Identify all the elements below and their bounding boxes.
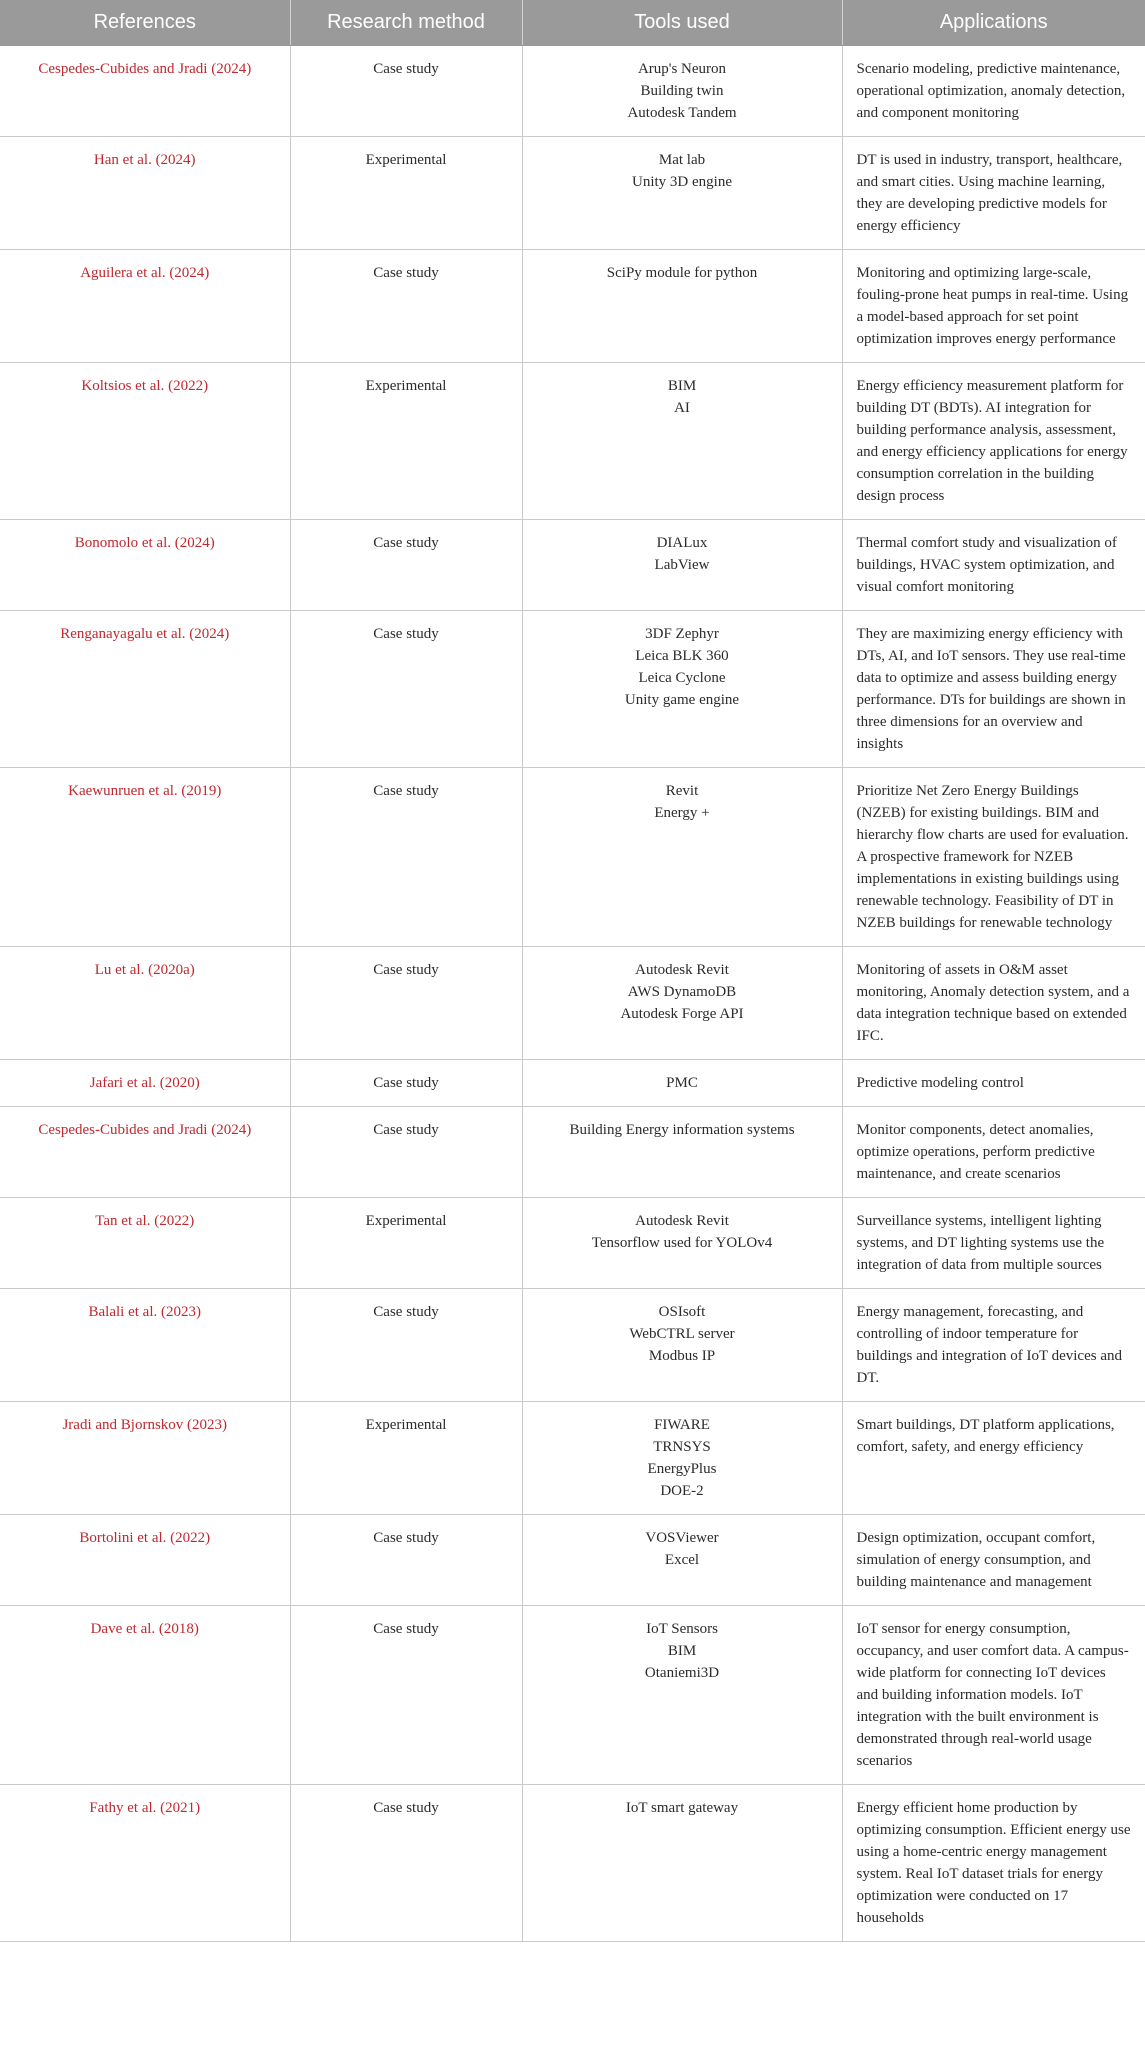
research-method-cell: Case study	[290, 1289, 522, 1402]
applications-cell: Prioritize Net Zero Energy Buildings (NZEB) for existing buildings. BIM and hierarchy flow charts are used for evaluation. A prospective framework for NZEB implementations in existing buildings using renewable technology. Feasibility of DT in NZEB buildings for renewable technology	[842, 768, 1145, 947]
table-row	[0, 363, 1145, 520]
applications-cell: Energy efficiency measurement platform for building DT (BDTs). AI integration for building performance analysis, assessment, and energy efficiency applications for energy consumption correlation in the building design process	[842, 363, 1145, 520]
tool-item: Revit	[665, 783, 699, 799]
tools-cell	[522, 1198, 842, 1289]
applications-cell: Predictive modeling control	[842, 1060, 1145, 1107]
header-row	[0, 0, 1145, 46]
tools-cell	[522, 1060, 842, 1107]
table-row	[0, 1402, 1145, 1515]
reference-link[interactable]: Koltsios et al. (2022)	[0, 363, 290, 520]
tool-item: Leica BLK 360	[635, 648, 729, 664]
table-row	[0, 250, 1145, 363]
tool-item: Energy +	[654, 805, 710, 821]
reference-link[interactable]: Tan et al. (2022)	[0, 1198, 290, 1289]
table-row	[0, 1515, 1145, 1606]
reference-link[interactable]: Fathy et al. (2021)	[0, 1785, 290, 1942]
applications-cell: Smart buildings, DT platform applications, comfort, safety, and energy efficiency	[842, 1402, 1145, 1515]
applications-cell: Monitor components, detect anomalies, optimize operations, perform predictive maintenance, and create scenarios	[842, 1107, 1145, 1198]
tool-item: 3DF Zephyr	[645, 626, 719, 642]
table-row	[0, 137, 1145, 250]
tool-item: IoT smart gateway	[625, 1800, 739, 1816]
table-row	[0, 46, 1145, 137]
applications-cell: IoT sensor for energy consumption, occupancy, and user comfort data. A campus-wide platform for connecting IoT devices and building information models. IoT integration with the built environment is demonstrated through real-world usage scenarios	[842, 1606, 1145, 1785]
tool-item: Building Energy information systems	[569, 1122, 795, 1138]
tool-item: SciPy module for python	[606, 265, 758, 281]
tools-cell	[522, 46, 842, 137]
applications-cell: DT is used in industry, transport, healthcare, and smart cities. Using machine learning, they are developing predictive models for energy efficiency	[842, 137, 1145, 250]
research-method-cell: Case study	[290, 1515, 522, 1606]
reference-link[interactable]: Kaewunruen et al. (2019)	[0, 768, 290, 947]
reference-link[interactable]: Cespedes-Cubides and Jradi (2024)	[0, 1107, 290, 1198]
research-method-cell: Case study	[290, 1785, 522, 1942]
tools-cell	[522, 1515, 842, 1606]
tool-item: VOSViewer	[645, 1530, 719, 1546]
header-research-method: Research method	[290, 0, 522, 46]
table-header	[0, 0, 1145, 46]
reference-link[interactable]: Jradi and Bjornskov (2023)	[0, 1402, 290, 1515]
tool-item: Building twin	[640, 83, 724, 99]
table-row	[0, 1785, 1145, 1942]
reference-link[interactable]: Lu et al. (2020a)	[0, 947, 290, 1060]
research-method-cell: Experimental	[290, 1402, 522, 1515]
applications-cell: Energy efficient home production by optimizing consumption. Efficient energy use using a home-centric energy management system. Real IoT dataset trials for energy optimization were conducted on 17 households	[842, 1785, 1145, 1942]
tool-item: Autodesk Forge API	[620, 1006, 744, 1022]
tools-cell	[522, 137, 842, 250]
table-row	[0, 768, 1145, 947]
table-body	[0, 46, 1145, 1942]
tool-item: Tensorflow used for YOLOv4	[591, 1235, 773, 1251]
research-method-cell: Case study	[290, 46, 522, 137]
tool-item: Modbus IP	[648, 1348, 716, 1364]
reference-link[interactable]: Bortolini et al. (2022)	[0, 1515, 290, 1606]
applications-cell: Scenario modeling, predictive maintenance, operational optimization, anomaly detection, and component monitoring	[842, 46, 1145, 137]
tool-item: Unity game engine	[624, 692, 740, 708]
reference-link[interactable]: Aguilera et al. (2024)	[0, 250, 290, 363]
header-references: References	[0, 0, 290, 46]
header-tools-used: Tools used	[522, 0, 842, 46]
tool-item: Autodesk Revit	[635, 962, 729, 978]
tool-item: LabView	[654, 557, 710, 573]
table-row	[0, 1060, 1145, 1107]
table-row	[0, 1198, 1145, 1289]
research-method-cell: Experimental	[290, 1198, 522, 1289]
tool-item: AWS DynamoDB	[627, 984, 737, 1000]
reference-link[interactable]: Han et al. (2024)	[0, 137, 290, 250]
reference-link[interactable]: Cespedes-Cubides and Jradi (2024)	[0, 46, 290, 137]
tool-item: FIWARE	[654, 1417, 710, 1433]
tool-item: IoT Sensors	[646, 1621, 718, 1637]
tool-item: TRNSYS	[653, 1439, 711, 1455]
table-row	[0, 611, 1145, 768]
tools-cell	[522, 250, 842, 363]
research-method-cell: Case study	[290, 1107, 522, 1198]
tools-cell	[522, 1402, 842, 1515]
tool-item: DIALux	[656, 535, 708, 551]
tool-item: OSIsoft	[658, 1304, 706, 1320]
tools-cell	[522, 1606, 842, 1785]
tool-item: Leica Cyclone	[638, 670, 726, 686]
tool-item: EnergyPlus	[647, 1461, 717, 1477]
applications-cell: Surveillance systems, intelligent lighting systems, and DT lighting systems use the integration of data from multiple sources	[842, 1198, 1145, 1289]
tools-cell	[522, 1785, 842, 1942]
research-method-cell: Experimental	[290, 137, 522, 250]
tool-item: Unity 3D engine	[632, 174, 732, 190]
tools-cell	[522, 363, 842, 520]
reference-link[interactable]: Renganayagalu et al. (2024)	[0, 611, 290, 768]
header-applications: Applications	[842, 0, 1145, 46]
tools-cell	[522, 1107, 842, 1198]
tool-item: PMC	[666, 1075, 698, 1091]
research-method-cell: Case study	[290, 947, 522, 1060]
tool-item: Mat lab	[658, 152, 706, 168]
table-row	[0, 1606, 1145, 1785]
table-row	[0, 520, 1145, 611]
tool-item: AI	[674, 400, 690, 416]
research-method-cell: Case study	[290, 768, 522, 947]
reference-link[interactable]: Bonomolo et al. (2024)	[0, 520, 290, 611]
research-method-cell: Case study	[290, 520, 522, 611]
tool-item: BIM	[667, 1643, 697, 1659]
applications-cell: Monitoring and optimizing large-scale, fouling-prone heat pumps in real-time. Using a model-based approach for set point optimization improves energy performance	[842, 250, 1145, 363]
tool-item: DOE-2	[660, 1483, 704, 1499]
reference-link[interactable]: Balali et al. (2023)	[0, 1289, 290, 1402]
tools-cell	[522, 947, 842, 1060]
research-method-cell: Case study	[290, 1060, 522, 1107]
tools-cell	[522, 611, 842, 768]
tool-item: Arup's Neuron	[637, 61, 727, 77]
tool-item: BIM	[667, 378, 697, 394]
tool-item: Otaniemi3D	[644, 1665, 720, 1681]
table-row	[0, 1107, 1145, 1198]
reference-link[interactable]: Dave et al. (2018)	[0, 1606, 290, 1785]
applications-cell: Design optimization, occupant comfort, simulation of energy consumption, and building maintenance and management	[842, 1515, 1145, 1606]
table-row	[0, 947, 1145, 1060]
tools-cell	[522, 1289, 842, 1402]
applications-cell: Energy management, forecasting, and controlling of indoor temperature for buildings and integration of IoT devices and DT.	[842, 1289, 1145, 1402]
research-method-cell: Case study	[290, 611, 522, 768]
tool-item: Excel	[664, 1552, 700, 1568]
research-method-cell: Case study	[290, 1606, 522, 1785]
tool-item: WebCTRL server	[629, 1326, 735, 1342]
applications-cell: Monitoring of assets in O&M asset monitoring, Anomaly detection system, and a data integration technique based on extended IFC.	[842, 947, 1145, 1060]
table-row	[0, 1289, 1145, 1402]
applications-cell: They are maximizing energy efficiency with DTs, AI, and IoT sensors. They use real-time data to optimize and assess building energy performance. DTs for buildings are shown in three dimensions for an overview and insights	[842, 611, 1145, 768]
tool-item: Autodesk Tandem	[627, 105, 737, 121]
research-method-cell: Experimental	[290, 363, 522, 520]
reference-link[interactable]: Jafari et al. (2020)	[0, 1060, 290, 1107]
applications-cell: Thermal comfort study and visualization of buildings, HVAC system optimization, and visual comfort monitoring	[842, 520, 1145, 611]
research-method-cell: Case study	[290, 250, 522, 363]
tools-cell	[522, 768, 842, 947]
tool-item: Autodesk Revit	[635, 1213, 729, 1229]
tools-cell	[522, 520, 842, 611]
